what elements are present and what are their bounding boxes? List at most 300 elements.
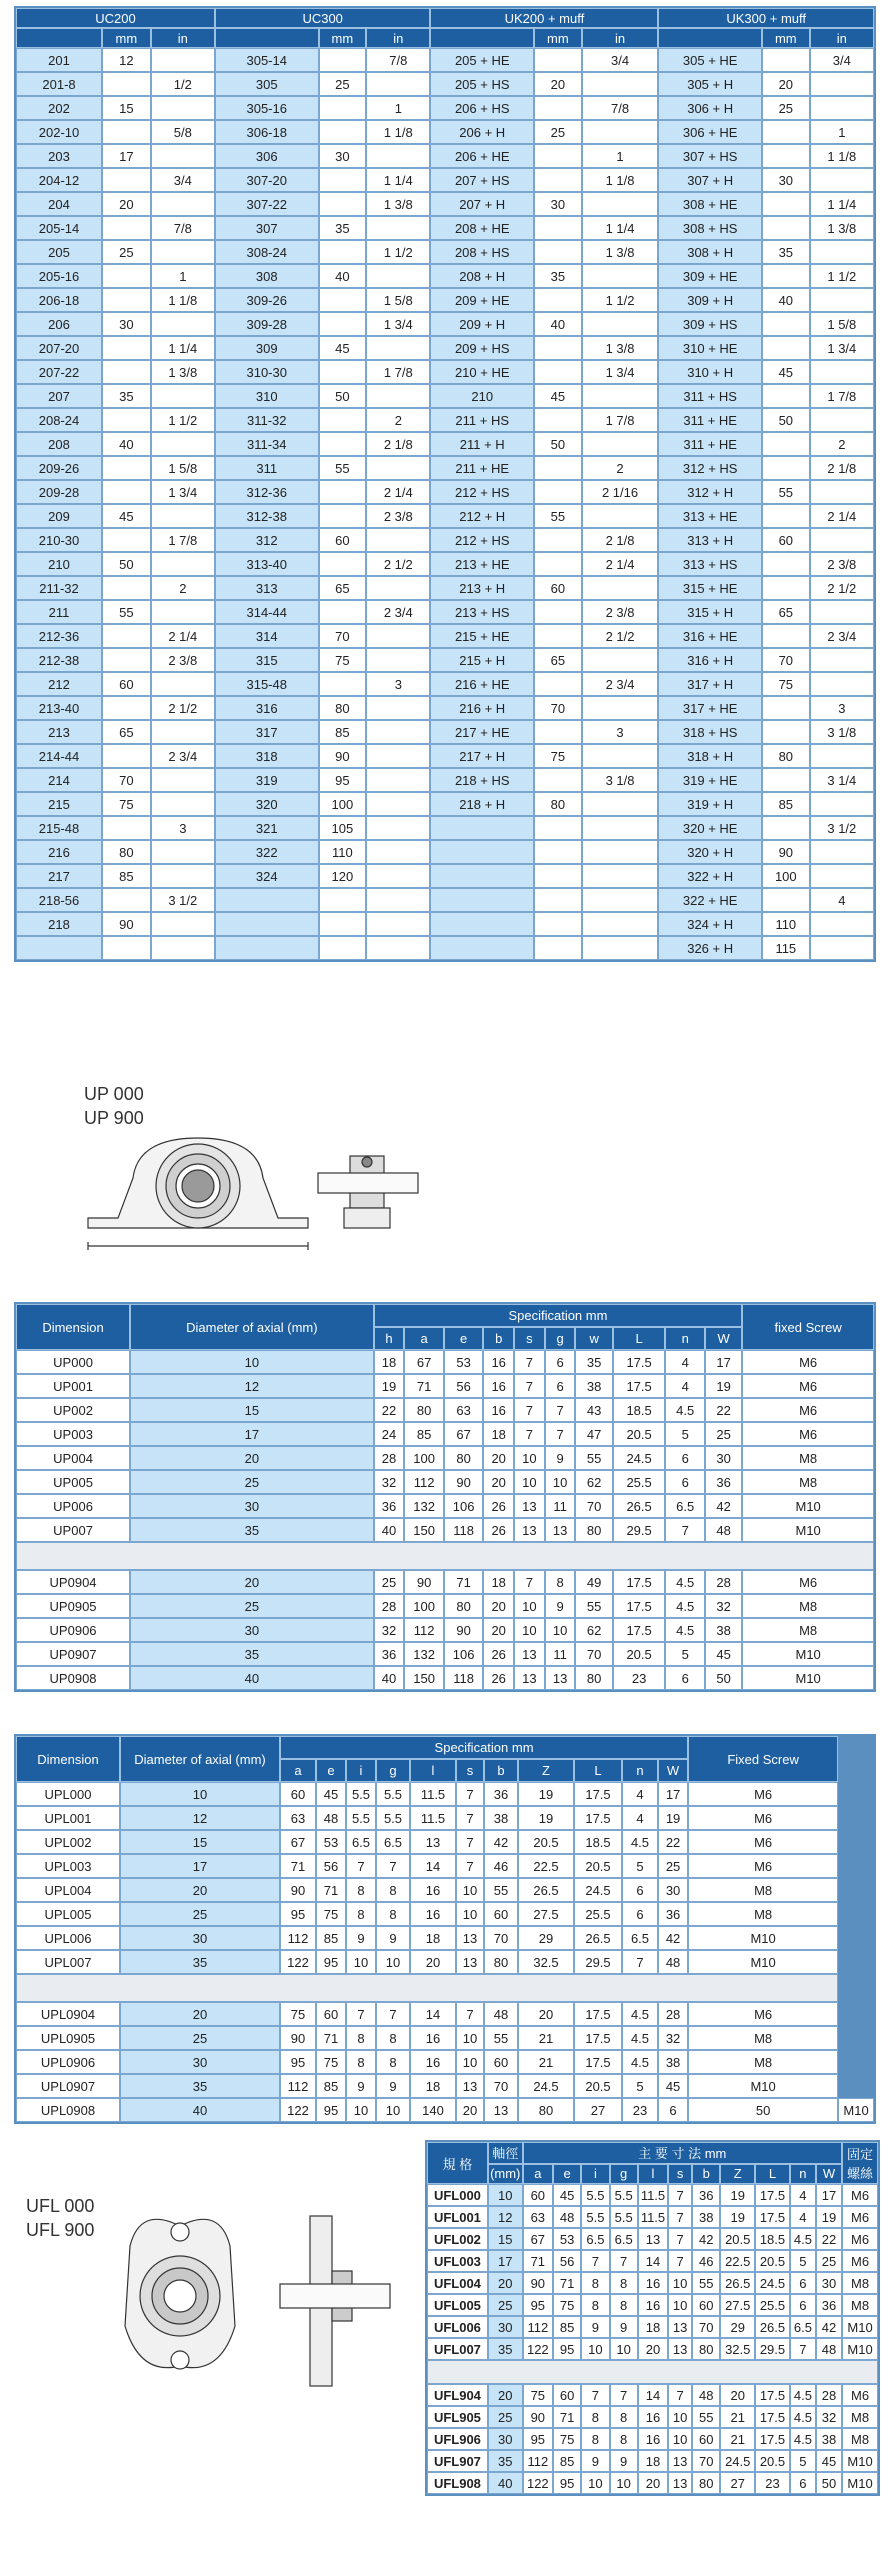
spec-cell: 4.5 xyxy=(622,2002,658,2026)
size-cell xyxy=(151,720,215,744)
size-cell xyxy=(534,144,582,168)
spec-cell: 32 xyxy=(816,2406,842,2428)
spec-cell: 60 xyxy=(692,2294,720,2316)
size-cell: 30 xyxy=(534,192,582,216)
spec-cell: 10 xyxy=(514,1470,545,1494)
spec-cell: 8 xyxy=(346,1878,376,1902)
table-row xyxy=(16,2002,874,2026)
spec-cell: 60 xyxy=(280,1782,316,1806)
spec-cell: 4.5 xyxy=(790,2384,816,2406)
table-row xyxy=(16,576,874,600)
group-header: UK200 + muff xyxy=(430,8,658,28)
model-cell: 310 + H xyxy=(658,360,762,384)
spec-cell: 6.5 xyxy=(622,1926,658,1950)
spec-cell: 17.5 xyxy=(613,1350,666,1374)
table-row xyxy=(16,720,874,744)
size-cell xyxy=(151,504,215,528)
diameter-cell: 35 xyxy=(120,1950,280,1974)
size-cell: 1 3/8 xyxy=(582,240,659,264)
diameter-cell: 25 xyxy=(130,1470,374,1494)
spec-cell: 4.5 xyxy=(665,1594,704,1618)
size-cell xyxy=(534,624,582,648)
model-cell: 206 + HE xyxy=(430,144,534,168)
size-cell: 35 xyxy=(534,264,582,288)
table-row xyxy=(16,1422,874,1446)
spec-cell: 7 xyxy=(545,1398,576,1422)
spec-cell: 20 xyxy=(638,2338,668,2360)
screw-header: 固定螺絲 xyxy=(842,2142,878,2184)
spec-cell: 4 xyxy=(790,2206,816,2228)
spec-cell: 5 xyxy=(622,1854,658,1878)
size-cell xyxy=(534,480,582,504)
spec-cell: M6 xyxy=(742,1398,874,1422)
model-cell: UP007 xyxy=(16,1518,130,1542)
table-row xyxy=(16,1570,874,1594)
ufl-title-2: UFL 900 xyxy=(26,2220,95,2240)
model-cell: 308 xyxy=(215,264,319,288)
size-cell xyxy=(319,240,367,264)
size-cell xyxy=(151,96,215,120)
spec-cell: 70 xyxy=(484,2074,518,2098)
spec-cell: 40 xyxy=(374,1666,405,1690)
table-row xyxy=(16,288,874,312)
spec-cell: 9 xyxy=(581,2316,609,2338)
spec-cell: 10 xyxy=(668,2406,692,2428)
spec-cell: 56 xyxy=(316,1854,346,1878)
diameter-cell: 20 xyxy=(130,1570,374,1594)
size-cell xyxy=(534,768,582,792)
size-cell xyxy=(319,888,367,912)
model-cell: 310 + HE xyxy=(658,336,762,360)
size-cell xyxy=(582,312,659,336)
spec-cell: 17.5 xyxy=(755,2428,790,2450)
size-cell xyxy=(366,888,430,912)
table-row xyxy=(16,96,874,120)
spec-cell: 8 xyxy=(376,2026,410,2050)
spec-cell: 9 xyxy=(545,1446,576,1470)
size-cell xyxy=(810,288,874,312)
spec-cell: M8 xyxy=(742,1470,874,1494)
spec-cell: M8 xyxy=(742,1594,874,1618)
spec-cell: 20 xyxy=(638,2472,668,2494)
size-cell: 1 1/8 xyxy=(151,288,215,312)
size-cell: 15 xyxy=(102,96,151,120)
spec-cell: 13 xyxy=(514,1666,545,1690)
sub-header: mm xyxy=(319,28,367,48)
row-separator xyxy=(16,1974,874,2002)
spec-cell: 20.5 xyxy=(518,1830,574,1854)
spec-cell: 32.5 xyxy=(720,2338,755,2360)
size-cell: 2 1/16 xyxy=(582,480,659,504)
spec-cell: 46 xyxy=(484,1854,518,1878)
spec-cell: 7 xyxy=(514,1422,545,1446)
model-cell: 316 xyxy=(215,696,319,720)
model-cell: UPL003 xyxy=(16,1854,120,1878)
size-cell: 50 xyxy=(319,384,367,408)
spec-cell: 4.5 xyxy=(622,2026,658,2050)
size-cell xyxy=(102,576,151,600)
size-cell xyxy=(762,552,810,576)
spec-cell: 25.5 xyxy=(755,2294,790,2316)
size-cell: 1 1/8 xyxy=(582,168,659,192)
spec-cell: 10 xyxy=(668,2272,692,2294)
model-cell: 217 + H xyxy=(430,744,534,768)
size-cell: 3 1/8 xyxy=(810,720,874,744)
size-cell xyxy=(366,816,430,840)
model-cell: UP0907 xyxy=(16,1642,130,1666)
model-cell: 312 xyxy=(215,528,319,552)
spec-cell: 17.5 xyxy=(755,2406,790,2428)
size-cell xyxy=(582,264,659,288)
diameter-cell: 20 xyxy=(130,1446,374,1470)
model-cell: 311 xyxy=(215,456,319,480)
size-cell: 7/8 xyxy=(366,48,430,72)
spec-cell: 14 xyxy=(410,2002,456,2026)
sub-header: mm xyxy=(102,28,151,48)
size-cell xyxy=(534,840,582,864)
model-cell: 322 + H xyxy=(658,864,762,888)
model-cell: 213 + HS xyxy=(430,600,534,624)
spec-cell: 90 xyxy=(523,2406,553,2428)
size-cell xyxy=(810,912,874,936)
spec-cell: 7 xyxy=(668,2228,692,2250)
table-row xyxy=(16,840,874,864)
spec-cell: 95 xyxy=(316,1950,346,1974)
size-cell: 2 1/2 xyxy=(366,552,430,576)
table-row xyxy=(16,1398,874,1422)
spec-cell: 53 xyxy=(553,2228,581,2250)
size-cell xyxy=(534,240,582,264)
size-cell: 30 xyxy=(102,312,151,336)
spec-cell: M8 xyxy=(688,1902,838,1926)
size-cell xyxy=(151,768,215,792)
ufl-drawing xyxy=(110,2196,410,2396)
spec-cell: 18 xyxy=(410,1926,456,1950)
spec-cell: M10 xyxy=(838,2098,874,2122)
table-row xyxy=(16,1374,874,1398)
up-drawing xyxy=(78,1118,458,1268)
size-cell: 1 1/8 xyxy=(366,120,430,144)
model-cell: 202 xyxy=(16,96,102,120)
col-header: Z xyxy=(720,2164,755,2185)
screw-header: fixed Screw xyxy=(742,1304,874,1350)
model-cell: 308-24 xyxy=(215,240,319,264)
size-cell: 60 xyxy=(762,528,810,552)
size-cell xyxy=(810,936,874,960)
diameter-cell: 35 xyxy=(488,2450,523,2472)
spec-cell: 36 xyxy=(484,1782,518,1806)
table-row xyxy=(16,696,874,720)
spec-cell: 45 xyxy=(658,2074,688,2098)
model-cell: 212 + HS xyxy=(430,528,534,552)
size-cell xyxy=(762,264,810,288)
diameter-cell: 12 xyxy=(120,1806,280,1830)
model-cell: 214-44 xyxy=(16,744,102,768)
spec-cell: 7 xyxy=(610,2384,638,2406)
spec-cell: 38 xyxy=(658,2050,688,2074)
spec-cell: 4 xyxy=(622,1782,658,1806)
spec-cell: 11.5 xyxy=(410,1782,456,1806)
spec-cell: 22.5 xyxy=(720,2250,755,2272)
separator-cell xyxy=(16,1542,874,1570)
spec-cell: 8 xyxy=(346,2026,376,2050)
table-row xyxy=(427,2450,878,2472)
sub-header: in xyxy=(151,28,215,48)
model-cell: 313 + HE xyxy=(658,504,762,528)
spec-cell: 9 xyxy=(581,2450,609,2472)
spec-cell: 29.5 xyxy=(574,1950,622,1974)
size-cell xyxy=(102,360,151,384)
size-cell: 2 1/8 xyxy=(582,528,659,552)
spec-cell: 95 xyxy=(553,2338,581,2360)
size-cell xyxy=(102,888,151,912)
col-header: g xyxy=(376,1759,410,1782)
model-cell: 217 xyxy=(16,864,102,888)
spec-cell: 16 xyxy=(483,1374,514,1398)
col-header: s xyxy=(668,2164,692,2185)
spec-cell: 5.5 xyxy=(376,1782,410,1806)
spec-cell: 4 xyxy=(665,1374,704,1398)
diameter-cell: 20 xyxy=(120,2002,280,2026)
spec-cell: 122 xyxy=(280,2098,316,2122)
spec-cell: 25 xyxy=(374,1570,405,1594)
model-cell: 207 xyxy=(16,384,102,408)
size-cell xyxy=(810,480,874,504)
model-cell: UP0905 xyxy=(16,1594,130,1618)
table-row xyxy=(427,2250,878,2272)
size-cell xyxy=(762,888,810,912)
col-header: b xyxy=(692,2164,720,2185)
spec-cell: 13 xyxy=(410,1830,456,1854)
spec-cell: 48 xyxy=(816,2338,842,2360)
spec-cell: 8 xyxy=(581,2294,609,2316)
spec-cell: 17 xyxy=(658,1782,688,1806)
size-cell: 2 1/2 xyxy=(582,624,659,648)
spec-cell: 18 xyxy=(638,2450,668,2472)
spec-cell: 13 xyxy=(545,1666,576,1690)
spec-cell: 42 xyxy=(484,1830,518,1854)
spec-cell: 7 xyxy=(514,1570,545,1594)
spec-cell: 26 xyxy=(483,1494,514,1518)
spec-cell: 6.5 xyxy=(790,2316,816,2338)
model-cell: 309-26 xyxy=(215,288,319,312)
spec-cell: M8 xyxy=(842,2406,878,2428)
spec-cell: 17.5 xyxy=(574,2002,622,2026)
size-cell xyxy=(762,504,810,528)
size-cell: 1 1/2 xyxy=(810,264,874,288)
model-cell: UP003 xyxy=(16,1422,130,1446)
spec-cell: 36 xyxy=(374,1642,405,1666)
size-cell: 2 1/4 xyxy=(151,624,215,648)
spec-cell: 56 xyxy=(553,2250,581,2272)
spec-cell: 55 xyxy=(484,2026,518,2050)
spec-cell: 71 xyxy=(553,2272,581,2294)
model-cell: 204-12 xyxy=(16,168,102,192)
diameter-cell: 35 xyxy=(120,2074,280,2098)
size-cell xyxy=(366,840,430,864)
size-cell: 2 xyxy=(582,456,659,480)
spec-cell: 24.5 xyxy=(755,2272,790,2294)
spec-cell: 30 xyxy=(705,1446,742,1470)
spec-cell: M10 xyxy=(842,2450,878,2472)
spec-cell: 36 xyxy=(374,1494,405,1518)
size-cell: 50 xyxy=(102,552,151,576)
size-cell: 85 xyxy=(762,792,810,816)
size-cell: 80 xyxy=(534,792,582,816)
model-cell: 312 + H xyxy=(658,480,762,504)
size-cell xyxy=(151,600,215,624)
spec-cell: 36 xyxy=(658,1902,688,1926)
spec-cell: 11 xyxy=(545,1494,576,1518)
spec-cell: 7 xyxy=(346,1854,376,1878)
size-cell: 55 xyxy=(762,480,810,504)
spec-header: Specification mm xyxy=(374,1304,743,1327)
size-cell: 65 xyxy=(102,720,151,744)
table-row xyxy=(16,1950,874,1974)
table-row xyxy=(16,2026,874,2050)
spec-cell: 42 xyxy=(658,1926,688,1950)
size-cell xyxy=(366,936,430,960)
spec-cell: 18 xyxy=(483,1422,514,1446)
spec-cell: 30 xyxy=(658,1878,688,1902)
spec-cell: 35 xyxy=(575,1350,612,1374)
size-cell xyxy=(366,576,430,600)
sub-header: in xyxy=(810,28,874,48)
table-row xyxy=(16,480,874,504)
size-cell xyxy=(366,744,430,768)
model-cell: 306 xyxy=(215,144,319,168)
diameter-cell: 40 xyxy=(120,2098,280,2122)
size-cell xyxy=(582,696,659,720)
size-cell xyxy=(319,120,367,144)
model-cell: UPL0908 xyxy=(16,2098,120,2122)
model-cell: UPL0906 xyxy=(16,2050,120,2074)
size-cell: 2 3/4 xyxy=(151,744,215,768)
spec-cell: 75 xyxy=(553,2294,581,2316)
size-cell xyxy=(810,600,874,624)
size-cell: 1 1/2 xyxy=(366,240,430,264)
spec-cell: 80 xyxy=(575,1518,612,1542)
size-cell xyxy=(582,384,659,408)
spec-cell: 16 xyxy=(483,1398,514,1422)
size-cell xyxy=(810,840,874,864)
table-row xyxy=(427,2184,878,2206)
spec-cell: 10 xyxy=(376,1950,410,1974)
spec-cell: 90 xyxy=(444,1470,483,1494)
spec-cell: 55 xyxy=(575,1594,612,1618)
spec-cell: 11.5 xyxy=(410,1806,456,1830)
spec-cell: 7 xyxy=(665,1518,704,1542)
model-cell: UPL001 xyxy=(16,1806,120,1830)
size-cell: 65 xyxy=(534,648,582,672)
size-cell xyxy=(366,696,430,720)
size-cell: 90 xyxy=(319,744,367,768)
model-cell: 210 xyxy=(430,384,534,408)
col-header: b xyxy=(484,1759,518,1782)
model-cell: 307-20 xyxy=(215,168,319,192)
model-cell: 208 + HS xyxy=(430,240,534,264)
size-cell xyxy=(534,48,582,72)
spec-cell: 7 xyxy=(668,2250,692,2272)
table-row xyxy=(16,120,874,144)
table-row xyxy=(16,864,874,888)
model-cell: 210 + HE xyxy=(430,360,534,384)
spec-cell: 8 xyxy=(610,2428,638,2450)
col-header: e xyxy=(553,2164,581,2185)
spec-cell: 25.5 xyxy=(574,1902,622,1926)
size-cell: 110 xyxy=(762,912,810,936)
spec-cell: 80 xyxy=(575,1666,612,1690)
diameter-cell: 15 xyxy=(120,1830,280,1854)
size-cell xyxy=(810,408,874,432)
table-row xyxy=(16,1642,874,1666)
model-cell: UFL908 xyxy=(427,2472,488,2494)
table-row xyxy=(16,2050,874,2074)
spec-cell: 122 xyxy=(523,2338,553,2360)
size-cell xyxy=(151,144,215,168)
size-cell: 2 3/4 xyxy=(810,624,874,648)
spec-cell: 48 xyxy=(484,2002,518,2026)
size-cell xyxy=(151,672,215,696)
spec-cell: 95 xyxy=(553,2472,581,2494)
spec-cell: 122 xyxy=(280,1950,316,1974)
spec-cell: 8 xyxy=(581,2428,609,2450)
size-cell: 2 1/4 xyxy=(582,552,659,576)
size-cell: 1 xyxy=(582,144,659,168)
spec-cell: 8 xyxy=(376,1902,410,1926)
spec-cell: 10 xyxy=(514,1594,545,1618)
size-cell xyxy=(810,168,874,192)
size-cell xyxy=(102,456,151,480)
size-cell: 3 1/8 xyxy=(582,768,659,792)
size-cell xyxy=(762,192,810,216)
model-cell: UFL907 xyxy=(427,2450,488,2472)
size-cell: 60 xyxy=(102,672,151,696)
spec-cell: 26.5 xyxy=(518,1878,574,1902)
size-cell xyxy=(102,288,151,312)
spec-cell: 7 xyxy=(790,2338,816,2360)
model-cell: UPL004 xyxy=(16,1878,120,1902)
spec-cell: 20.5 xyxy=(613,1642,666,1666)
spec-cell: 6 xyxy=(622,1878,658,1902)
model-cell: 312-38 xyxy=(215,504,319,528)
model-cell: 324 xyxy=(215,864,319,888)
diameter-cell: 15 xyxy=(130,1398,374,1422)
model-cell: 215-48 xyxy=(16,816,102,840)
spec-cell: 42 xyxy=(692,2228,720,2250)
spec-cell: 95 xyxy=(316,2098,346,2122)
spec-cell: M6 xyxy=(742,1350,874,1374)
spec-cell: 16 xyxy=(638,2272,668,2294)
spec-cell: 90 xyxy=(444,1618,483,1642)
spec-cell: 95 xyxy=(523,2428,553,2450)
size-cell xyxy=(102,408,151,432)
spec-cell: 27.5 xyxy=(720,2294,755,2316)
spec-cell: M8 xyxy=(842,2428,878,2450)
size-cell xyxy=(319,552,367,576)
model-cell: 208 xyxy=(16,432,102,456)
model-cell: 213 + HE xyxy=(430,552,534,576)
col-header: a xyxy=(523,2164,553,2185)
spec-cell: 13 xyxy=(668,2316,692,2338)
spec-cell: M6 xyxy=(842,2250,878,2272)
screw-header: Fixed Screw xyxy=(688,1736,838,1782)
spec-cell: 4.5 xyxy=(790,2428,816,2450)
spec-cell: 6 xyxy=(622,1902,658,1926)
spec-cell: 60 xyxy=(484,1902,518,1926)
model-cell: 311-32 xyxy=(215,408,319,432)
size-cell xyxy=(319,312,367,336)
